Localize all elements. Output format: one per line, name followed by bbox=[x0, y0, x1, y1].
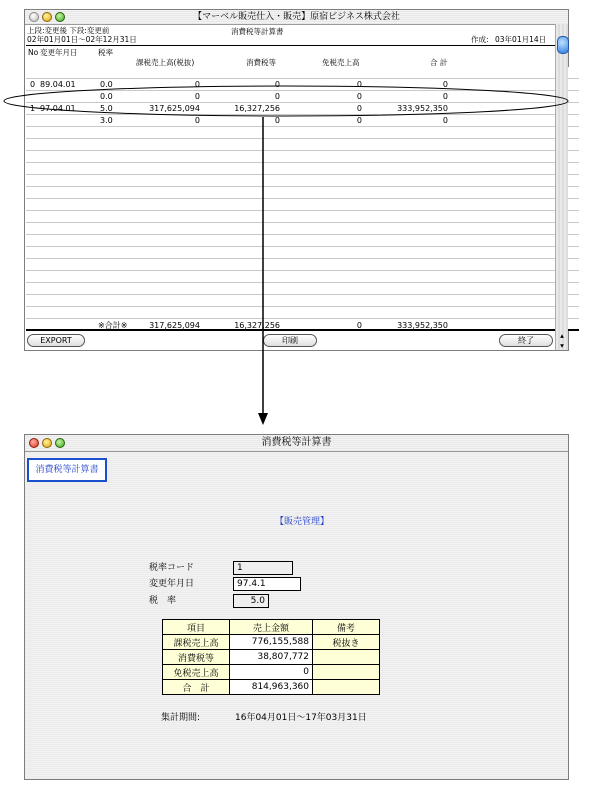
zoom-button[interactable] bbox=[55, 12, 65, 22]
row-tax: 16,327,256 bbox=[234, 104, 280, 113]
row-total: 0 bbox=[442, 80, 448, 89]
highlight-ellipse bbox=[4, 86, 568, 116]
table-row bbox=[163, 635, 380, 650]
row-no: 0 bbox=[30, 80, 36, 89]
row-note bbox=[313, 650, 380, 665]
totals-exempt: 0 bbox=[356, 321, 362, 330]
row-amount: 38,807,772 bbox=[230, 650, 313, 665]
window-title: 消費税等計算書 bbox=[261, 437, 332, 448]
tax-rate-field[interactable]: 5.0 bbox=[233, 594, 269, 608]
window-title: 【マーベル販売仕入・販売】原宿ビジネス株式会社 bbox=[193, 12, 400, 22]
row-amount: 776,155,588 bbox=[230, 635, 313, 650]
col-tax-rate: 税率 bbox=[98, 48, 113, 57]
row-tax: 0 bbox=[274, 116, 280, 125]
col-taxable-sales: 課税売上高(税抜) bbox=[136, 58, 195, 67]
row-note bbox=[313, 680, 380, 695]
rate-code-label: 税率コード bbox=[149, 563, 195, 573]
report-badge bbox=[27, 458, 107, 482]
tax-calc-titlebar[interactable] bbox=[25, 435, 568, 452]
col-no: No bbox=[28, 48, 39, 57]
row-note: 税抜き bbox=[313, 635, 380, 650]
row-exempt: 0 bbox=[356, 116, 362, 125]
close-button[interactable] bbox=[29, 438, 39, 448]
row-rate: 0.0 bbox=[100, 92, 113, 101]
row-taxable: 317,625,094 bbox=[149, 104, 200, 113]
export-button[interactable]: EXPORT bbox=[27, 334, 85, 347]
header-legend: 上段:変更後 下段:変更前 bbox=[27, 26, 110, 35]
row-exempt: 0 bbox=[356, 80, 362, 89]
report-title: 消費税等計算書 bbox=[231, 27, 284, 36]
col-exempt-sales: 免税売上高 bbox=[322, 58, 360, 67]
col-consumption-tax: 消費税等 bbox=[246, 58, 276, 67]
table-row bbox=[163, 650, 380, 665]
created-label: 作成: bbox=[471, 35, 489, 44]
col-change-date: 変更年月日 bbox=[40, 48, 78, 57]
table-header-note: 備考 bbox=[313, 620, 380, 635]
table-row bbox=[163, 665, 380, 680]
row-date: 97.04.01 bbox=[40, 104, 76, 113]
row-total: 333,952,350 bbox=[397, 104, 448, 113]
minimize-button[interactable] bbox=[42, 12, 52, 22]
period-value: 16年04月01日～17年03月31日 bbox=[235, 713, 367, 723]
header-period: 02年01月01日～02年12月31日 bbox=[27, 35, 137, 44]
tax-calc-window bbox=[24, 434, 569, 780]
col-total: 合 計 bbox=[430, 58, 448, 67]
row-item: 課税売上高 bbox=[163, 635, 230, 650]
column-header-row bbox=[26, 45, 558, 69]
scroll-up-arrow-icon[interactable]: ▴ bbox=[560, 331, 564, 340]
period-label: 集計期間: bbox=[161, 713, 201, 723]
totals-taxable: 317,625,094 bbox=[149, 321, 200, 330]
row-taxable: 0 bbox=[194, 92, 200, 101]
row-total: 0 bbox=[442, 92, 448, 101]
scroll-down-arrow-icon[interactable]: ▾ bbox=[560, 341, 564, 350]
row-item: 合 計 bbox=[163, 680, 230, 695]
totals-label: ※合計※ bbox=[98, 321, 128, 330]
section-title: 【販売管理】 bbox=[275, 517, 330, 527]
sales-window-titlebar[interactable] bbox=[25, 10, 568, 25]
table-header-item: 項目 bbox=[163, 620, 230, 635]
row-tax: 0 bbox=[274, 80, 280, 89]
callout-overlay bbox=[0, 80, 594, 440]
print-button[interactable]: 印刷 bbox=[263, 334, 317, 347]
row-no: 1 bbox=[30, 104, 36, 113]
row-total: 0 bbox=[442, 116, 448, 125]
created-date: 03年01月14日 bbox=[495, 35, 547, 44]
callout-arrowhead-icon bbox=[258, 413, 268, 425]
minimize-button[interactable] bbox=[42, 438, 52, 448]
report-badge-label: 消費税等計算書 bbox=[35, 465, 99, 475]
row-note bbox=[313, 665, 380, 680]
table-header-amount: 売上金額 bbox=[230, 620, 313, 635]
row-taxable: 0 bbox=[194, 116, 200, 125]
row-amount: 814,963,360 bbox=[230, 680, 313, 695]
row-date: 89.04.01 bbox=[40, 80, 76, 89]
row-exempt: 0 bbox=[356, 92, 362, 101]
table-row bbox=[163, 680, 380, 695]
rate-code-field[interactable]: 1 bbox=[233, 561, 293, 575]
totals-total: 333,952,350 bbox=[397, 321, 448, 330]
row-item: 免税売上高 bbox=[163, 665, 230, 680]
scroll-thumb[interactable] bbox=[557, 36, 569, 54]
row-tax: 0 bbox=[274, 92, 280, 101]
row-item: 消費税等 bbox=[163, 650, 230, 665]
row-exempt: 0 bbox=[356, 104, 362, 113]
zoom-button[interactable] bbox=[55, 438, 65, 448]
change-date-field[interactable]: 97.4.1 bbox=[233, 577, 301, 591]
summary-table bbox=[162, 619, 380, 695]
totals-tax: 16,327,256 bbox=[234, 321, 280, 330]
row-amount: 0 bbox=[230, 665, 313, 680]
close-button[interactable] bbox=[29, 12, 39, 22]
quit-button[interactable]: 終了 bbox=[499, 334, 553, 347]
row-rate: 3.0 bbox=[100, 116, 113, 125]
row-rate: 5.0 bbox=[100, 104, 113, 113]
tax-rate-label: 税 率 bbox=[149, 596, 177, 606]
change-date-label: 変更年月日 bbox=[149, 579, 195, 589]
row-rate: 0.0 bbox=[100, 80, 113, 89]
row-taxable: 0 bbox=[194, 80, 200, 89]
